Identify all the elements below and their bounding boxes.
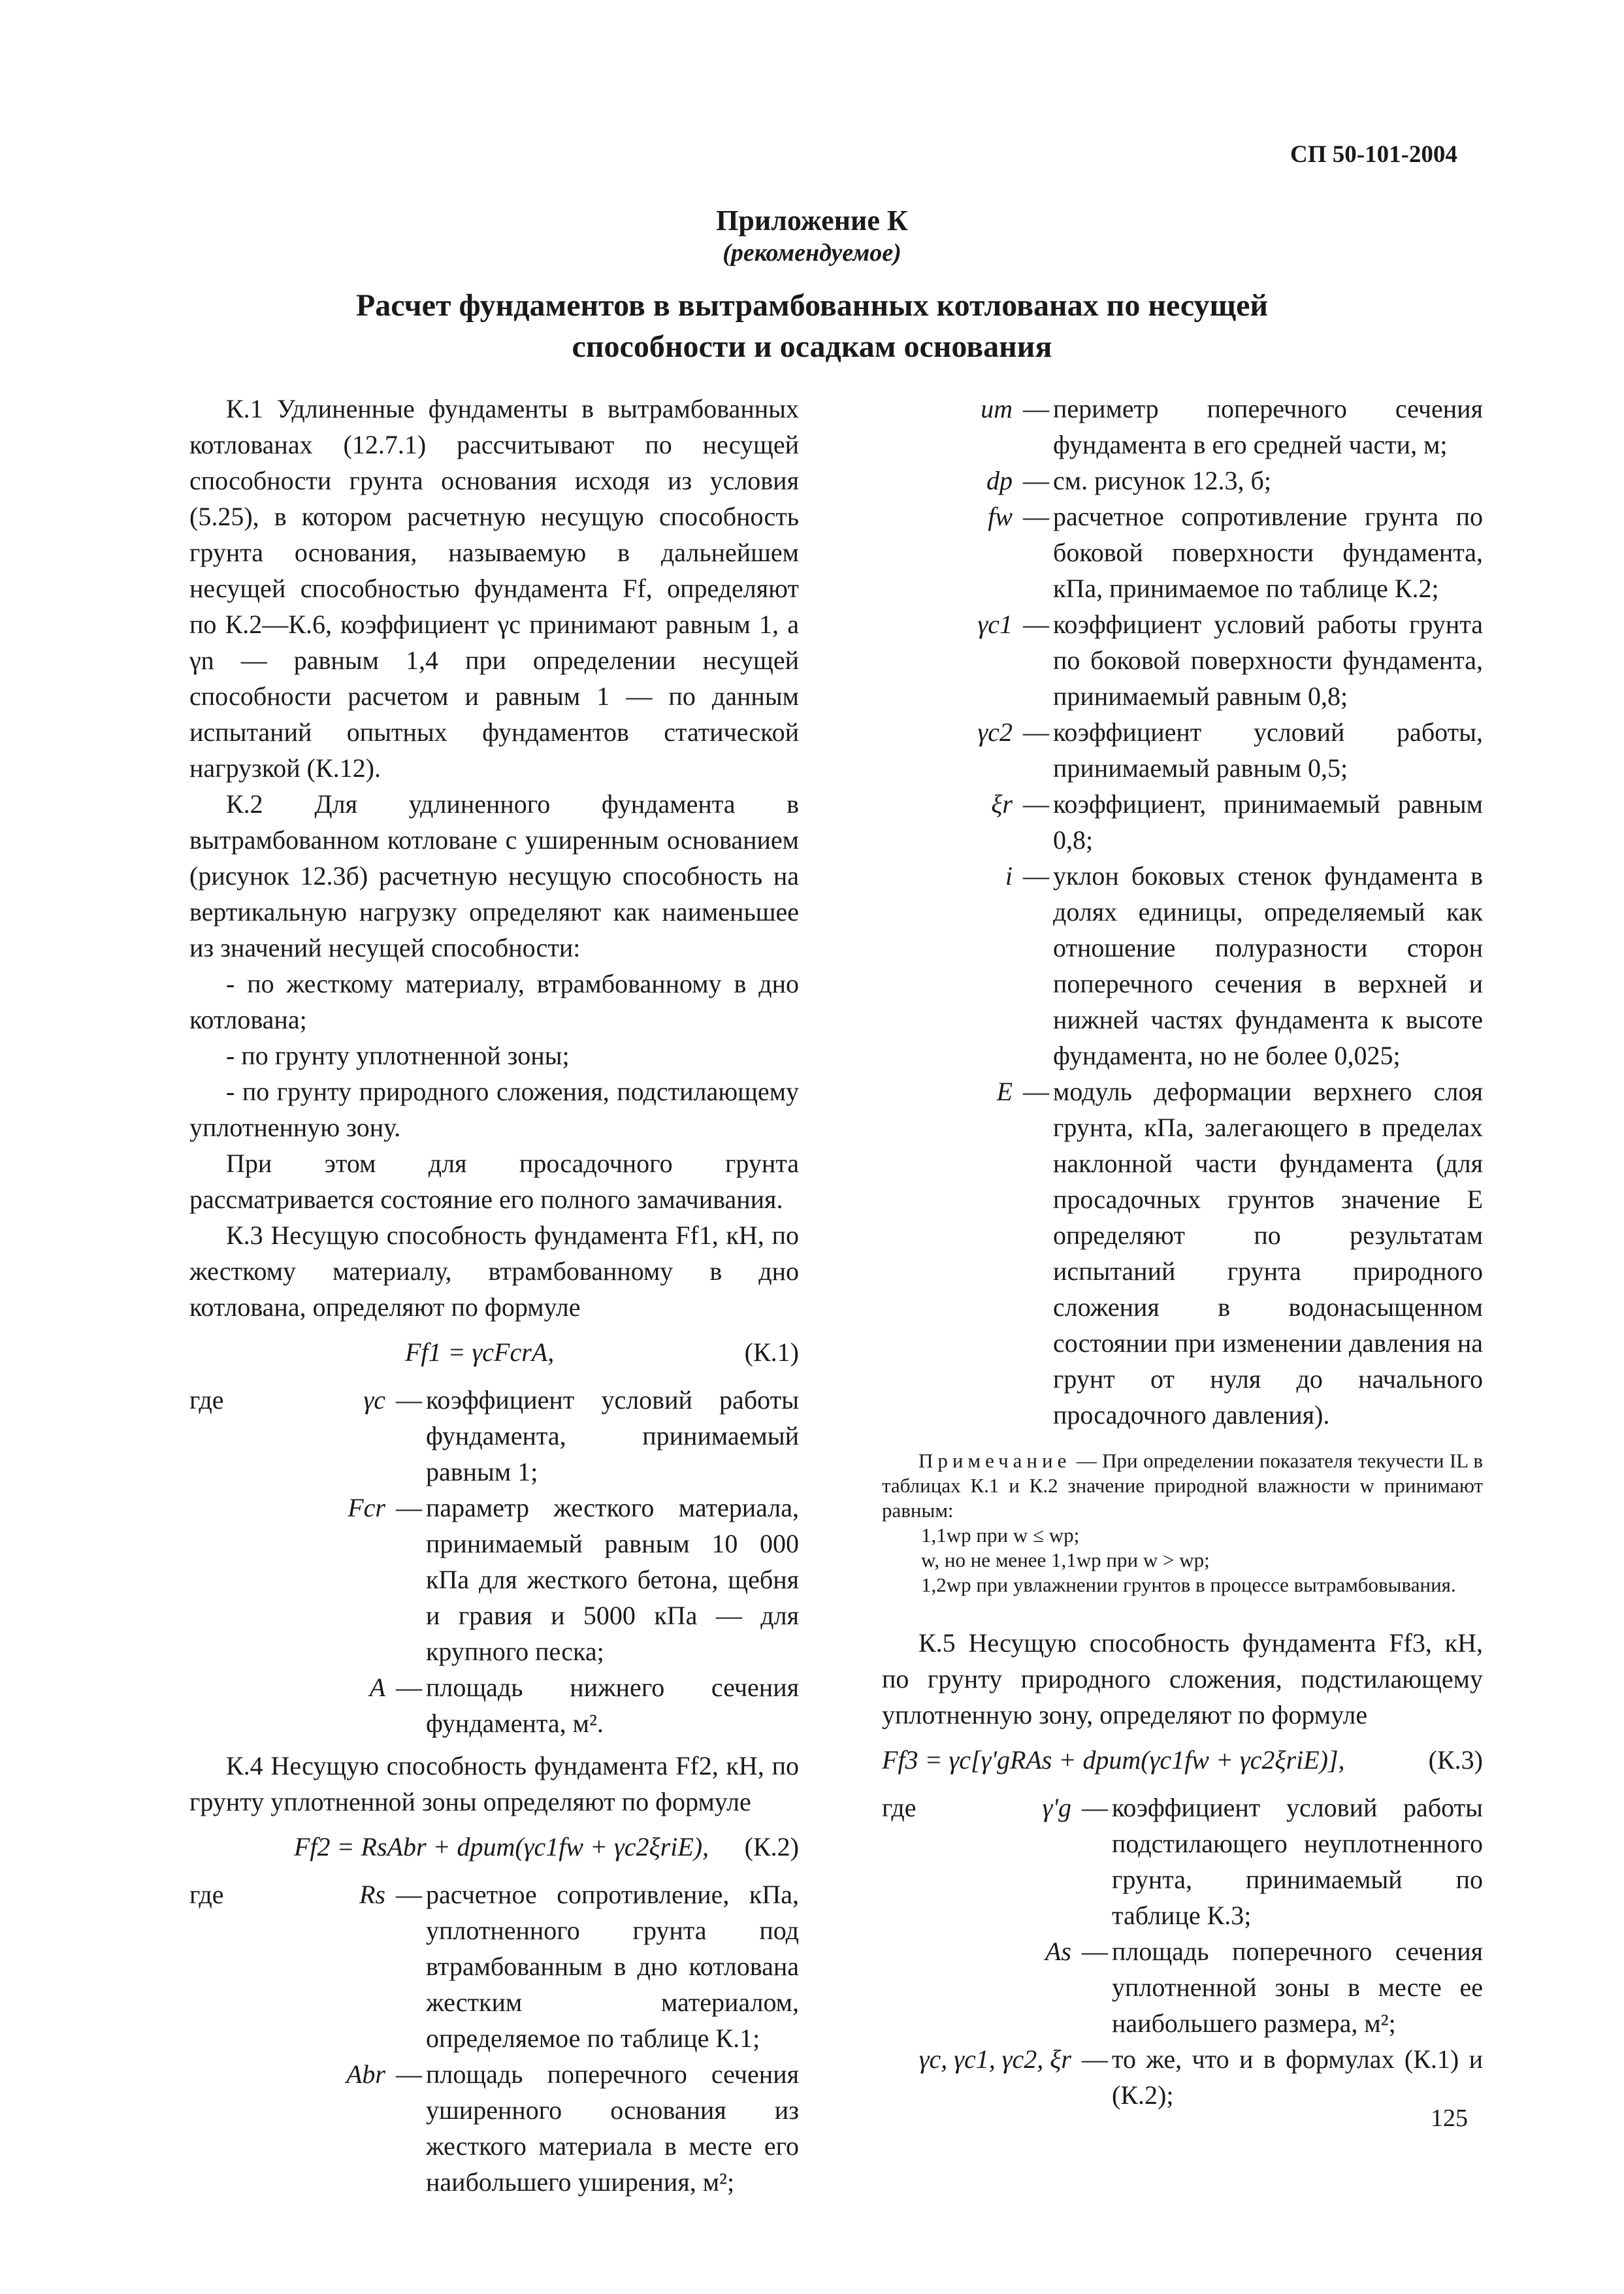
definition-row [882, 499, 1483, 606]
definition-text: площадь поперечного сечения уплотненной зоны в месте ее наибольшего размера, м²; [1112, 1937, 1483, 2038]
definition-row [882, 463, 1483, 499]
page-number: 125 [1431, 2105, 1468, 2132]
definition-symbol: dp [986, 466, 1013, 495]
note-block [882, 1449, 1483, 1598]
definition-symbol: um [981, 394, 1013, 423]
definition-symbol: Rs [359, 1880, 385, 1909]
right-column [882, 391, 1483, 2113]
paragraph-k2: К.2 Для удлиненного фундамента в вытрамбованном котловане с уширенным основанием (рисунок 12.3б) расчетную несущую способность на вертикальную нагрузку определяют как наименьшее из значений несущей способности: [189, 789, 799, 962]
formula-k3 [882, 1742, 1483, 1778]
definition-text: расчетное сопротивление грунта по боковой поверхности фундамента, кПа, принимаемое по таблице К.2; [1053, 502, 1483, 603]
document-code: СП 50-101-2004 [1290, 141, 1457, 168]
paragraph-k4: К.4 Несущую способность фундамента Ff2, кН, по грунту уплотненной зоны определяют по формуле [189, 1751, 799, 1816]
definition-dash: — [1082, 2044, 1108, 2074]
definition-symbol: γc, γc1, γc2, ξr [918, 2044, 1071, 2074]
definition-text: коэффициент условий работы, принимаемый равным 0,5; [1053, 717, 1483, 783]
definition-dash: — [1023, 717, 1049, 747]
definition-row [882, 606, 1483, 714]
definition-symbol: fw [988, 502, 1013, 531]
formula-k2-number: (К.2) [744, 1832, 799, 1861]
definition-symbol: i [1005, 861, 1013, 891]
formula-k3-where: где γ'g — коэффициент условий работы подстилающего неуплотненного грунта, принимаемый по таблице К.3; As — площадь поперечного сечения уплотненной зоны в месте ее наибольшего размера, м²; γc, γc1, γc2, ξr — то же, что и в формулах (К.1) и (К.2); [882, 1790, 1483, 2113]
definition-text: коэффициент условий работы подстилающего неуплотненного грунта, принимаемый по таблице К.3; [1112, 1793, 1483, 1930]
definition-dash: — [1023, 610, 1049, 639]
definition-row [261, 1876, 799, 2056]
appendix-status: (рекомендуемое) [723, 239, 901, 267]
definition-text: периметр поперечного сечения фундамента в его средней части, м; [1053, 394, 1483, 459]
formula-k2-expression: Ff2 = RsAbr + dpum(γc1fw + γc2ξriE), [294, 1832, 709, 1861]
definition-row [882, 858, 1483, 1073]
definition-symbol: γc2 [977, 717, 1013, 747]
formula-k1-where [189, 1382, 799, 1741]
definition-dash: — [396, 1673, 422, 1702]
definition-row [882, 391, 1483, 463]
formula-k2 [189, 1829, 799, 1865]
note-label: Примечание [918, 1449, 1071, 1472]
definition-row [261, 1490, 799, 1669]
definition-dash: — [1023, 466, 1049, 495]
definition-row [261, 1669, 799, 1741]
definition-dash: — [1023, 861, 1049, 891]
definition-row [261, 2056, 799, 2200]
definition-symbol: Fcr [348, 1493, 385, 1522]
page-title-line-1: Расчет фундаментов в вытрамбованных котлованах по несущей [355, 288, 1269, 323]
paragraph-k5: К.5 Несущую способность фундамента Ff3, кН, по грунту природного сложения, подстилающему уплотненную зону, определяют по формуле [882, 1628, 1483, 1729]
definition-dash: — [396, 1493, 422, 1522]
formula-k1 [189, 1334, 799, 1370]
definition-dash: — [1023, 789, 1049, 819]
definition-row [882, 1933, 1483, 2041]
definition-row [882, 786, 1483, 858]
formula-k3-number: (К.3) [1428, 1745, 1483, 1775]
where-label: где [189, 1385, 224, 1415]
definition-text: площадь нижнего сечения фундамента, м². [426, 1673, 799, 1738]
definition-symbol: A [369, 1673, 385, 1702]
note-item: 1,2wp при увлажнении грунтов в процессе вытрамбовывания. [921, 1573, 1456, 1596]
note-item: 1,1wp при w ≤ wp; [921, 1524, 1080, 1547]
definition-dash: — [1023, 1077, 1049, 1106]
appendix-title: Приложение К [716, 205, 908, 237]
page-title-line-2: способности и осадкам основания [572, 329, 1052, 364]
paragraph-k1: К.1 Удлиненные фундаменты в вытрамбованных котлованах (12.7.1) рассчитывают по несущей способности грунта основания исходя из условия (5.25), в котором расчетную несущую способность грунта основания, называемую в дальнейшем несущей способностью фундамента Ff, определяют по К.2—К.6, коэффициент γc принимают равным 1, а γn — равным 1,4 при определении несущей способности расчетом и равным 1 — по данным испытаний опытных фундаментов статической нагрузкой (К.12). [189, 394, 799, 783]
note-text: — При определении показателя текучести IL в таблицах К.1 и К.2 значение природной влажности w принимают равным: [882, 1449, 1483, 1522]
definition-dash: — [1082, 1937, 1108, 1966]
definition-dash: — [396, 1385, 422, 1415]
formula-k2-where [189, 1876, 799, 2200]
definition-text: уклон боковых стенок фундамента в долях единицы, определяемый как отношение полуразности сторон поперечного сечения в верхней и нижней частях фундамента к высоте фундамента, но не более 0,025; [1053, 861, 1483, 1070]
definition-text: см. рисунок 12.3, б; [1053, 466, 1272, 495]
list-item: - по грунту природного сложения, подстилающему уплотненную зону. [189, 1077, 799, 1142]
formula-k1-expression: Ff1 = γcFcrA, [405, 1337, 555, 1367]
definition-text: модуль деформации верхнего слоя грунта, кПа, залегающего в пределах наклонной части фундамента (для просадочных грунтов значение E определяют по результатам испытаний грунта природного сложения в водонасыщенном состоянии при изменении давления на грунт от нуля до начального просадочного давления). [1053, 1077, 1483, 1430]
definition-dash: — [1023, 502, 1049, 531]
definition-symbol: γc1 [977, 610, 1013, 639]
definition-dash: — [396, 1880, 422, 1909]
definition-row [882, 714, 1483, 786]
list-item: - по грунту уплотненной зоны; [226, 1041, 570, 1070]
definition-symbol: ξr [991, 789, 1013, 819]
definition-symbol: γc [363, 1385, 385, 1415]
paragraph-k2-tail: При этом для просадочного грунта рассматривается состояние его полного замачивания. [189, 1149, 799, 1214]
definition-row [882, 2041, 1483, 2113]
definition-row [882, 1073, 1483, 1433]
definition-text: то же, что и в формулах (К.1) и (К.2); [1112, 2044, 1483, 2110]
definition-text: площадь поперечного сечения уширенного основания из жесткого материала в месте его наибольшего уширения, м²; [426, 2059, 799, 2197]
note-paragraph [882, 1449, 1483, 1523]
list-item: - по жесткому материалу, втрамбованному в дно котлована; [189, 969, 799, 1034]
definition-row [261, 1382, 799, 1490]
definition-dash: — [1082, 1793, 1108, 1822]
definition-text: расчетное сопротивление, кПа, уплотненного грунта под втрамбованным в дно котлована жестким материалом, определяемое по таблице К.1; [426, 1880, 799, 2053]
note-item: w, но не менее 1,1wp при w > wp; [921, 1548, 1210, 1571]
definition-symbol: Abr [346, 2059, 385, 2089]
definition-dash: — [1023, 394, 1049, 423]
definition-symbol: γ'g [1042, 1793, 1071, 1822]
paragraph-k3: К.3 Несущую способность фундамента Ff1, кН, по жесткому материалу, втрамбованному в дно котлована, определяют по формуле [189, 1221, 799, 1322]
definition-symbol: E [996, 1077, 1013, 1106]
definition-text: коэффициент условий работы фундамента, принимаемый равным 1; [426, 1385, 799, 1486]
where-label: где [189, 1880, 224, 1909]
definition-text: коэффициент условий работы грунта по боковой поверхности фундамента, принимаемый равным 0,8; [1053, 610, 1483, 711]
definition-dash: — [396, 2059, 422, 2089]
formula-k1-number: (К.1) [744, 1337, 799, 1367]
definition-text: параметр жесткого материала, принимаемый равным 10 000 кПа для жесткого бетона, щебня и гравия и 5000 кПа — для крупного песка; [426, 1493, 799, 1666]
formula-k3-expression: Ff3 = γc[γ'gRAs + dpum(γc1fw + γc2ξriE)], [882, 1745, 1345, 1775]
definition-text: коэффициент, принимаемый равным 0,8; [1053, 789, 1483, 855]
left-column [189, 391, 799, 2200]
definition-row [882, 1790, 1483, 1933]
definition-symbol: As [1045, 1937, 1071, 1966]
